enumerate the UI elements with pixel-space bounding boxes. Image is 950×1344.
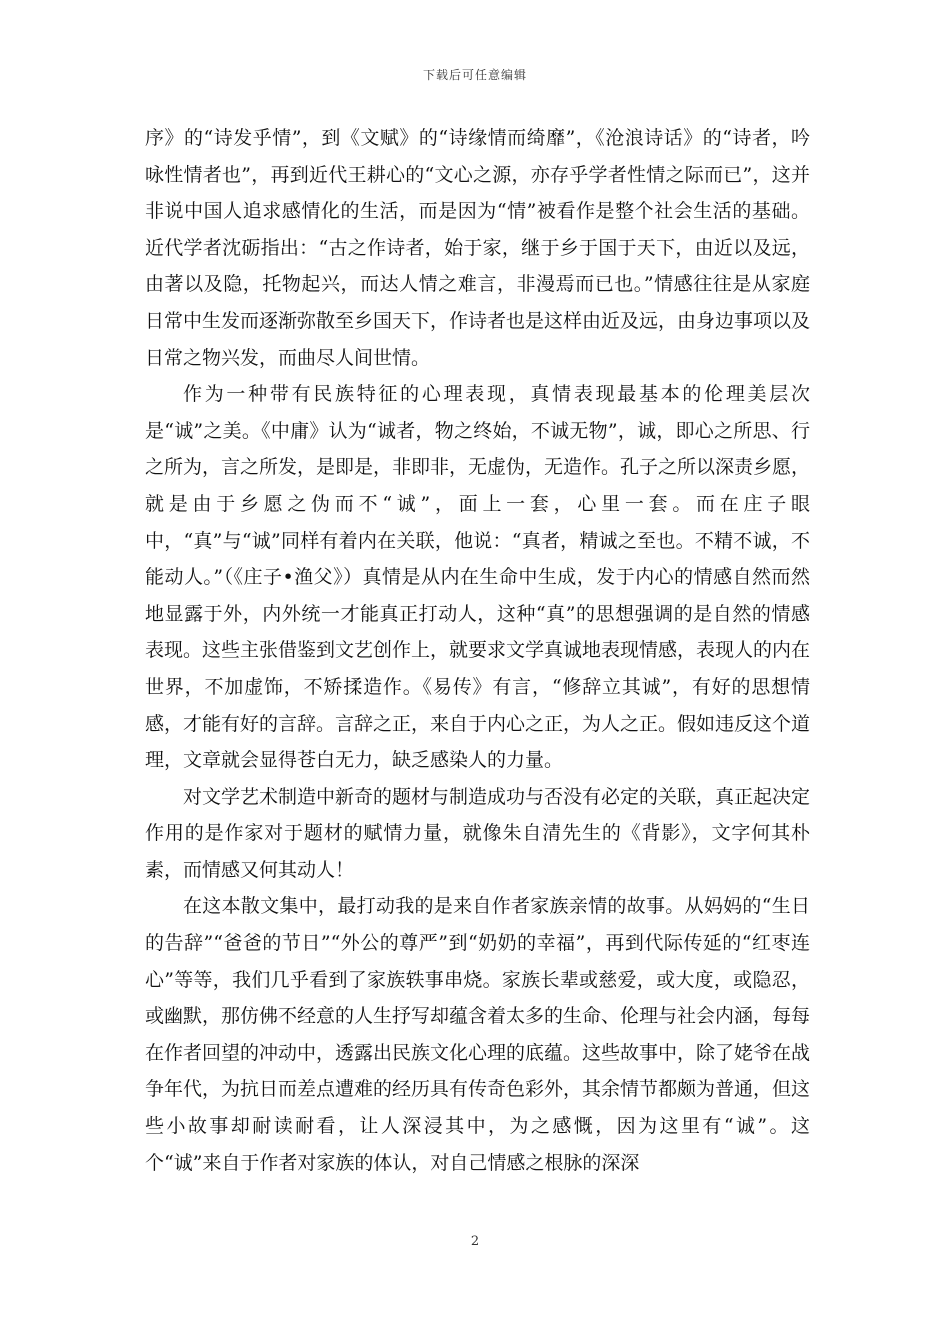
paragraph: 作为一种带有民族特征的心理表现，真情表现最基本的伦理美层次是“诚”之美。《中庸》认为“诚者，物之终始，不诚无物”，诚，即心之所思、行之所为，言之所发，是即是，非即非，无虚伪，无造作。孔子之所以深责乡愿，就是由于乡愿之伪而不“诚”，面上一套，心里一套。而在庄子眼中，“真”与“诚”同样有着内在关联，他说：“真者，精诚之至也。不精不诚，不能动人。”（《庄子•渔父》）真情是从内在生命中生成，发于内心的情感自然而然地显露于外，内外统一才能真正打动人，这种“真”的思想强调的是自然的情感表现。这些主张借鉴到文艺创作上，就要求文学真诚地表现情感，表现人的内在世界，不加虚饰，不矫揉造作。《易传》有言，“修辞立其诚”，有好的思想情感，才能有好的言辞。言辞之正，来自于内心之正，为人之正。假如违反这个道理，文章就会显得苍白无力，缺乏感染人的力量。 [145,383,811,772]
page-header: 下载后可任意编辑 [422,68,527,82]
page-number: 2 [470,1234,480,1249]
paragraph: 对文学艺术制造中新奇的题材与制造成功与否没有必定的关联，真正起决定作用的是作家对于题材的赋情力量，就像朱自清先生的《背影》，文字何其朴素，而情感又何其动人！ [145,785,811,881]
document-body [145,120,810,1181]
paragraph: 在这本散文集中，最打动我的是来自作者家族亲情的故事。从妈妈的“生日的告辞”“爸爸的节日”“外公的尊严”到“奶奶的幸福”，再到代际传延的“红枣连心”等等，我们几乎看到了家族轶事串烧。家族长辈或慈爱，或大度，或隐忍，或幽默，那仿佛不经意的人生抒写却蕴含着太多的生命、伦理与社会内涵，每每在作者回望的冲动中，透露出民族文化心理的底蕴。这些故事中，除了姥爷在战争年代，为抗日而差点遭难的经历具有传奇色彩外，其余情节都颇为普通，但这些小故事却耐读耐看，让人深浸其中，为之感慨，因为这里有“诚”。这个“诚”来自于作者对家族的体认，对自己情感之根脉的深深 [145,895,811,1174]
paragraph-continued: 序》的“诗发乎情”，到《文赋》的“诗缘情而绮靡”，《沧浪诗话》的“诗者，吟咏性情者也”，再到近代王耕心的“文心之源，亦存乎学者性情之际而已”，这并非说中国人追求感情化的生活，而是因为“情”被看作是整个社会生活的基础。近代学者沈砺指出：“古之作诗者，始于家，继于乡于国于天下，由近以及远，由著以及隐，托物起兴，而达人情之难言，非漫焉而已也。”情感往往是从家庭日常中生发而逐渐弥散至乡国天下，作诗者也是这样由近及远，由身边事项以及日常之物兴发，而曲尽人间世情。 [145,127,811,369]
